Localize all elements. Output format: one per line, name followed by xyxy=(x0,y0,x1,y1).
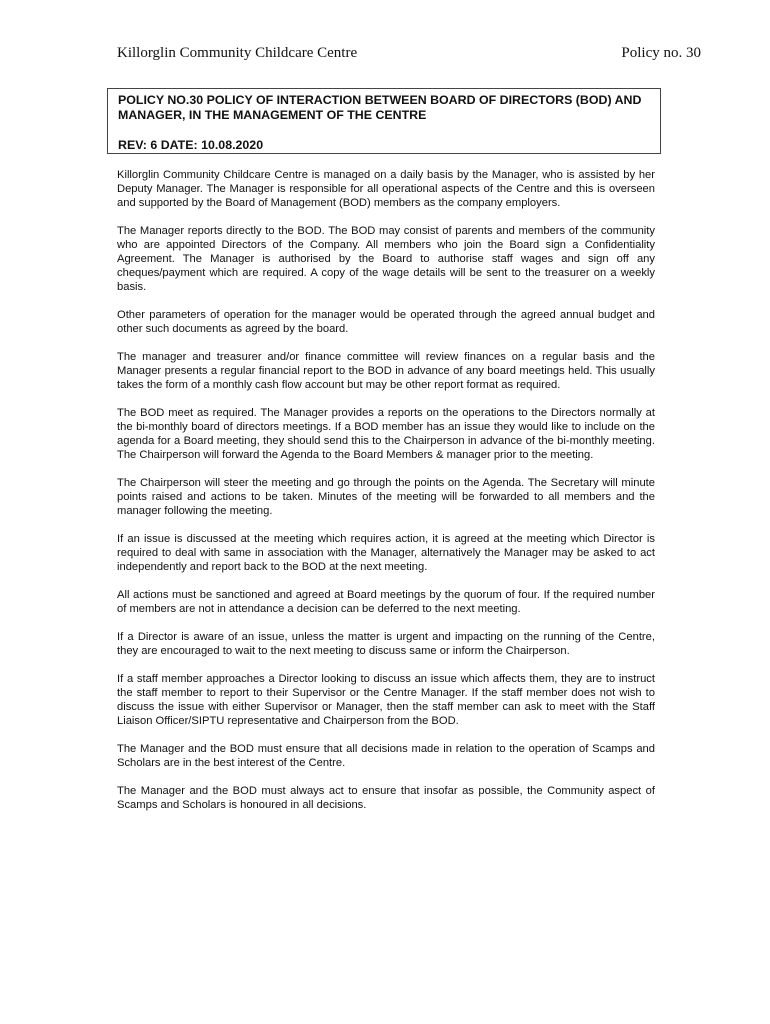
paragraph: The Manager and the BOD must always act to ensure that insofar as possible, the Community aspect of Scamps and Scholars is honoured in all decisions. xyxy=(117,785,655,811)
paragraph: The Manager reports directly to the BOD. The BOD may consist of parents and members of the community who are appointed Directors of the Company. All members who join the Board sign a Confidentiality Agreement. The Manager is authorised by the Board to authorise staff wages and sign off any cheques/payment which are required. A copy of the wage details will be sent to the treasurer on a weekly basis. xyxy=(117,225,655,293)
paragraph: The BOD meet as required. The Manager provides a reports on the operations to the Directors normally at the bi-monthly board of directors meetings. If a BOD member has an issue they would like to include on the agenda for a Board meeting, they should send this to the Chairperson in advance of the bi-monthly meeting. The Chairperson will forward the Agenda to the Board Members & manager prior to the meeting. xyxy=(117,407,655,461)
paragraph: If a Director is aware of an issue, unless the matter is urgent and impacting on the running of the Centre, they are encouraged to wait to the next meeting to discuss same or inform the Chairperson. xyxy=(117,631,655,657)
policy-title: POLICY NO.30 POLICY OF INTERACTION BETWEEN BOARD OF DIRECTORS (BOD) AND MANAGER, IN THE MANAGEMENT OF THE CENTRE xyxy=(118,93,642,122)
paragraph: The manager and treasurer and/or finance committee will review finances on a regular basis and the Manager presents a regular financial report to the BOD in advance of any board meetings held. This usually takes the form of a monthly cash flow account but may be other report format as required. xyxy=(117,351,655,391)
paragraph: All actions must be sanctioned and agreed at Board meetings by the quorum of four. If the required number of members are not in attendance a decision can be deferred to the next meeting. xyxy=(117,589,655,615)
policy-body xyxy=(117,168,655,826)
policy-title-box xyxy=(107,88,661,154)
paragraph: Killorglin Community Childcare Centre is managed on a daily basis by the Manager, who is assisted by her Deputy Manager. The Manager is responsible for all operational aspects of the Centre and this is overseen and supported by the Board of Management (BOD) members as the company employers. xyxy=(117,169,655,209)
paragraph: If a staff member approaches a Director looking to discuss an issue which affects them, they are to instruct the staff member to report to their Supervisor or the Centre Manager. If the staff member does not wish to discuss the issue with either Supervisor or Manager, then the staff member can ask to meet with the Staff Liaison Officer/SIPTU representative and Chairperson from the BOD. xyxy=(117,673,655,727)
policy-number: Policy no. 30 xyxy=(621,45,701,61)
revision-date: REV: 6 DATE: 10.08.2020 xyxy=(118,138,264,152)
paragraph: If an issue is discussed at the meeting which requires action, it is agreed at the meeting which Director is required to deal with same in association with the Manager, alternatively the Manager may be asked to act independently and report back to the BOD at the next meeting. xyxy=(117,533,655,573)
paragraph: Other parameters of operation for the manager would be operated through the agreed annual budget and other such documents as agreed by the board. xyxy=(117,309,655,335)
org-name: Killorglin Community Childcare Centre xyxy=(117,45,358,61)
paragraph: The Chairperson will steer the meeting and go through the points on the Agenda. The Secretary will minute points raised and actions to be taken. Minutes of the meeting will be forwarded to all members and the manager following the meeting. xyxy=(117,477,655,517)
paragraph: The Manager and the BOD must ensure that all decisions made in relation to the operation of Scamps and Scholars are in the best interest of the Centre. xyxy=(117,743,655,769)
page-header xyxy=(117,44,701,62)
